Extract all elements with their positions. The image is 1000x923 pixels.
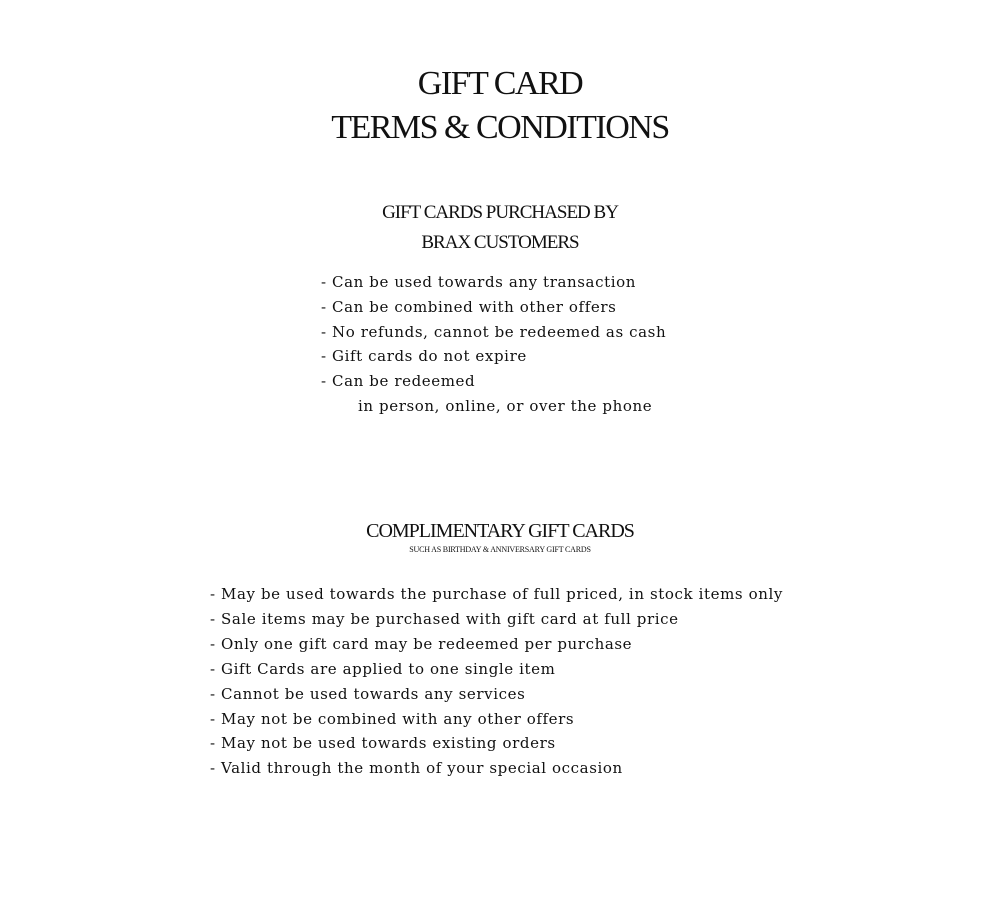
list-item: - Sale items may be purchased with gift card at full price [210, 609, 679, 628]
complimentary-terms-list [210, 582, 783, 781]
list-item: - May not be combined with any other offers [210, 709, 575, 728]
list-item: - Cannot be used towards any services [210, 684, 526, 703]
list-item: - Gift Cards are applied to one single item [210, 659, 556, 678]
page-title-line-1: GIFT CARD [417, 65, 583, 102]
list-item-continuation: in person, online, or over the phone [358, 396, 653, 415]
purchased-terms-list [321, 270, 666, 419]
list-item: - Valid through the month of your special occasion [210, 759, 623, 778]
list-item: - May not be used towards existing orders [210, 734, 556, 753]
list-item: - Only one gift card may be redeemed per purchase [210, 634, 633, 653]
complimentary-subheading: SUCH AS BIRTHDAY & ANNIVERSARY GIFT CARDS [409, 545, 591, 554]
list-item: - Can be redeemed [321, 372, 476, 391]
purchased-heading-line-2: BRAX CUSTOMERS [421, 232, 579, 253]
list-item: - Can be combined with other offers [321, 297, 617, 316]
purchased-heading-line-1: GIFT CARDS PURCHASED BY [382, 202, 618, 223]
complimentary-section-heading: COMPLIMENTARY GIFT CARDS [366, 520, 634, 542]
list-item: - No refunds, cannot be redeemed as cash [321, 322, 667, 341]
page-title [0, 62, 1000, 150]
list-item: - May be used towards the purchase of full priced, in stock items only [210, 585, 783, 603]
purchased-section-heading [0, 198, 1000, 258]
list-item: - Can be used towards any transaction [321, 273, 637, 291]
list-item: - Gift cards do not expire [321, 347, 527, 366]
page-title-line-2: TERMS & CONDITIONS [331, 109, 669, 146]
